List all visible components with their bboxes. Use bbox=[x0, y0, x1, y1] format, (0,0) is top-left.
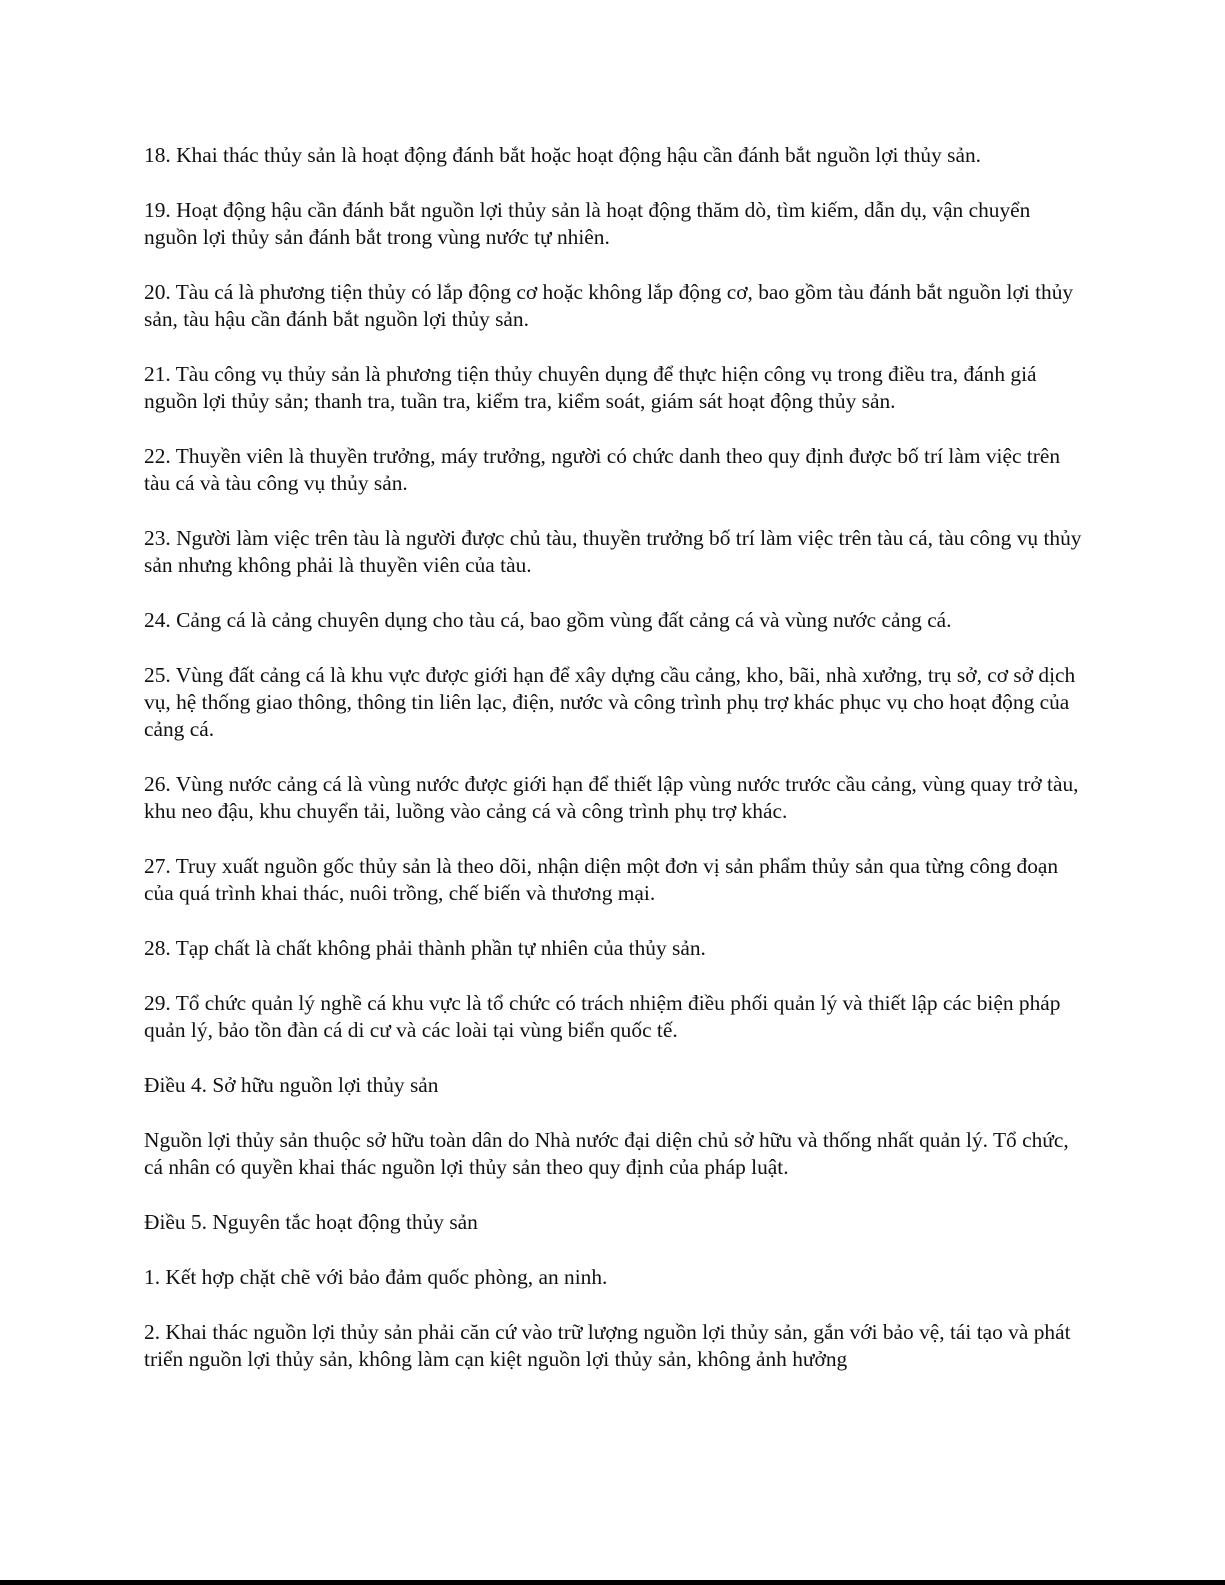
paragraph-item-29: 29. Tổ chức quản lý nghề cá khu vực là tổ chức có trách nhiệm điều phối quản lý và thiết lập các biện pháp quản lý, bảo tồn đàn cá di cư và các loài tại vùng biển quốc tế. bbox=[144, 991, 1061, 1042]
article-5-heading: Điều 5. Nguyên tắc hoạt động thủy sản bbox=[144, 1210, 478, 1234]
paragraph-item-21: 21. Tàu công vụ thủy sản là phương tiện thủy chuyên dụng để thực hiện công vụ trong điều tra, đánh giá nguồn lợi thủy sản; thanh tra, tuần tra, kiểm tra, kiểm soát, giám sát hoạt động thủy sản. bbox=[144, 362, 1037, 413]
paragraph-item-22: 22. Thuyền viên là thuyền trưởng, máy trưởng, người có chức danh theo quy định được bố trí làm việc trên tàu cá và tàu công vụ thủy sản. bbox=[144, 444, 1061, 495]
document-body bbox=[144, 142, 1089, 1401]
paragraph-item-19: 19. Hoạt động hậu cần đánh bắt nguồn lợi thủy sản là hoạt động thăm dò, tìm kiếm, dẫn dụ, vận chuyển nguồn lợi thủy sản đánh bắt trong vùng nước tự nhiên. bbox=[144, 198, 1031, 249]
paragraph-item-28: 28. Tạp chất là chất không phải thành phần tự nhiên của thủy sản. bbox=[144, 936, 706, 960]
article-4-heading: Điều 4. Sở hữu nguồn lợi thủy sản bbox=[144, 1073, 439, 1097]
paragraph-item-25: 25. Vùng đất cảng cá là khu vực được giới hạn để xây dựng cầu cảng, kho, bãi, nhà xưởng, trụ sở, cơ sở dịch vụ, hệ thống giao thông, thông tin liên lạc, điện, nước và công trình phụ trợ khác phục vụ cho hoạt động của cảng cá. bbox=[144, 663, 1076, 741]
article-4-body: Nguồn lợi thủy sản thuộc sở hữu toàn dân do Nhà nước đại diện chủ sở hữu và thống nhất quản lý. Tổ chức, cá nhân có quyền khai thác nguồn lợi thủy sản theo quy định của pháp luật. bbox=[144, 1128, 1069, 1179]
article-5-clause-1: 1. Kết hợp chặt chẽ với bảo đảm quốc phòng, an ninh. bbox=[144, 1265, 608, 1289]
paragraph-item-24: 24. Cảng cá là cảng chuyên dụng cho tàu cá, bao gồm vùng đất cảng cá và vùng nước cảng cá. bbox=[144, 608, 952, 632]
page-bottom-border bbox=[0, 1580, 1225, 1585]
paragraph-item-20: 20. Tàu cá là phương tiện thủy có lắp động cơ hoặc không lắp động cơ, bao gồm tàu đánh bắt nguồn lợi thủy sản, tàu hậu cần đánh bắt nguồn lợi thủy sản. bbox=[144, 280, 1074, 331]
article-5-clause-2: 2. Khai thác nguồn lợi thủy sản phải căn cứ vào trữ lượng nguồn lợi thủy sản, gắn với bảo vệ, tái tạo và phát triển nguồn lợi thủy sản, không làm cạn kiệt nguồn lợi thủy sản, không ảnh hưởng bbox=[144, 1320, 1071, 1371]
paragraph-item-18: 18. Khai thác thủy sản là hoạt động đánh bắt hoặc hoạt động hậu cần đánh bắt nguồn lợi thủy sản. bbox=[144, 143, 982, 167]
paragraph-item-26: 26. Vùng nước cảng cá là vùng nước được giới hạn để thiết lập vùng nước trước cầu cảng, vùng quay trở tàu, khu neo đậu, khu chuyển tải, luồng vào cảng cá và công trình phụ trợ khác. bbox=[144, 772, 1079, 823]
paragraph-item-27: 27. Truy xuất nguồn gốc thủy sản là theo dõi, nhận diện một đơn vị sản phẩm thủy sản qua từng công đoạn của quá trình khai thác, nuôi trồng, chế biến và thương mại. bbox=[144, 854, 1059, 905]
paragraph-item-23: 23. Người làm việc trên tàu là người được chủ tàu, thuyền trưởng bố trí làm việc trên tàu cá, tàu công vụ thủy sản nhưng không phải là thuyền viên của tàu. bbox=[144, 526, 1082, 577]
